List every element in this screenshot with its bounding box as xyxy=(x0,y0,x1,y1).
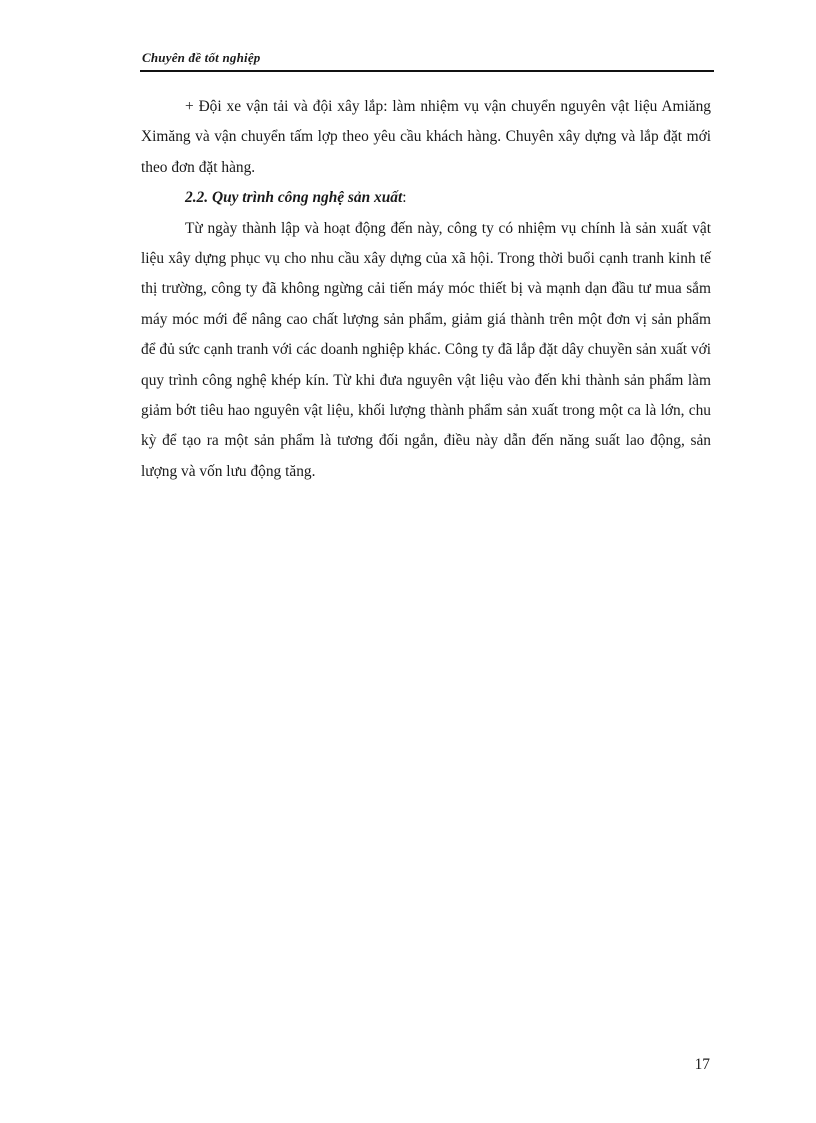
section-title: Quy trình công nghệ sản xuất xyxy=(211,189,403,207)
paragraph-transport-team: + Đội xe vận tải và đội xây lắp: làm nhiệm vụ vận chuyển nguyên vật liệu Amiăng Ximăng và vận chuyển tấm lợp theo yêu cầu khách hàng. Chuyên xây dựng và lắp đặt mới theo đơn đặt hàng. xyxy=(141,98,711,176)
page-content xyxy=(141,92,711,487)
section-number: 2.2. xyxy=(185,189,209,207)
header-title: Chuyên đề tốt nghiệp xyxy=(142,50,261,65)
section-title-colon: : xyxy=(402,189,407,207)
page-number: 17 xyxy=(694,1056,710,1073)
paragraph-production-process: Từ ngày thành lập và hoạt động đến này, công ty có nhiệm vụ chính là sản xuất vật liệu xây dựng phục vụ cho nhu cầu xây dựng của xã hội. Trong thời buổi cạnh tranh kinh tế thị trường, công ty đã không ngừng cải tiến máy móc thiết bị và mạnh dạn đầu tư mua sắm máy móc mới để nâng cao chất lượng sản phẩm, giảm giá thành trên một đơn vị sản phẩm để đủ sức cạnh tranh với các doanh nghiệp khác. Công ty đã lắp đặt dây chuyền sản xuất với quy trình công nghệ khép kín. Từ khi đưa nguyên vật liệu vào đến khi thành sản phẩm làm giảm bớt tiêu hao nguyên vật liệu, khối lượng thành phẩm sản xuất trong một ca là lớn, chu kỳ để tạo ra một sản phẩm là tương đối ngắn, điều này dẫn đến năng suất lao động, sản lượng và vốn lưu động tăng. xyxy=(141,219,711,480)
page-header xyxy=(140,48,714,72)
section-heading xyxy=(141,183,711,213)
